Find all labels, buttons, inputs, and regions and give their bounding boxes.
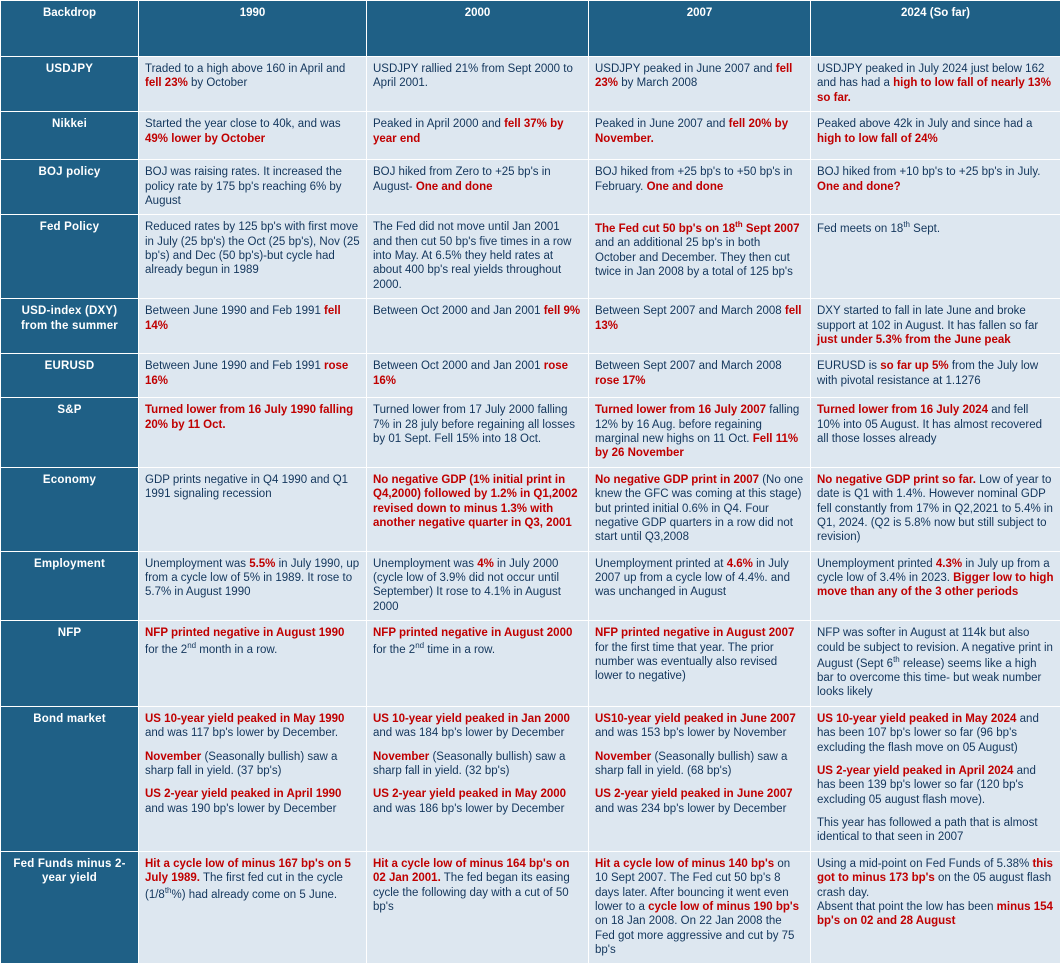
cell-r1-c0: Started the year close to 40k, and was 49% lower by October (139, 112, 367, 160)
row-header-eurusd: EURUSD (1, 354, 139, 398)
cell-r0-c0: Traded to a high above 160 in April and fell 23% by October (139, 57, 367, 112)
cell-r7-c3: No negative GDP print so far. Low of year to date is Q1 with 1.4%. However nominal GDP fell constantly from 17% in Q2,2021 to 5.4% in Q1, 2024. (Q2 is 5.8% now but still subject to revision) (811, 467, 1060, 551)
table-row (1, 215, 1060, 299)
table-row (1, 706, 1060, 851)
cell-r10-c3: US 10-year yield peaked in May 2024 and has been 107 bp's lower so far (96 bp's excluding the flash move on 05 August) US 2-year yield peaked in April 2024 and has been 139 bp's lower so far (120 bp's excluding 05 august flash move). This year has followed a path that is almost identical to that seen in 2007 (811, 706, 1060, 851)
row-header-nfp: NFP (1, 621, 139, 707)
row-header-fed-policy: Fed Policy (1, 215, 139, 299)
cell-r2-c1: BOJ hiked from Zero to +25 bp's in August- One and done (367, 160, 589, 215)
cell-r6-c1: Turned lower from 17 July 2000 falling 7% in 28 july before regaining all losses by 01 Sept. Fell 15% into 18 Oct. (367, 398, 589, 468)
column-header-2000: 2000 (367, 1, 589, 57)
table-row (1, 57, 1060, 112)
cell-r7-c1: No negative GDP (1% initial print in Q4,2000) followed by 1.2% in Q1,2002 revised down to minus 1.3% with another negative quarter in Q3, 2001 (367, 467, 589, 551)
table-row (1, 112, 1060, 160)
table-row (1, 467, 1060, 551)
cell-r1-c1: Peaked in April 2000 and fell 37% by year end (367, 112, 589, 160)
cell-r7-c2: No negative GDP print in 2007 (No one knew the GFC was coming at this stage) but printed initial 0.6% in Q4. Four negative GDP quarters in a row did not start until Q3,2008 (589, 467, 811, 551)
row-header-bond-market: Bond market (1, 706, 139, 851)
table-row (1, 621, 1060, 707)
cell-r2-c2: BOJ hiked from +25 bp's to +50 bp's in February. One and done (589, 160, 811, 215)
row-header-fed-funds-minus-2-year-yield: Fed Funds minus 2-year yield (1, 851, 139, 964)
cell-r9-c1: NFP printed negative in August 2000 for the 2nd time in a row. (367, 621, 589, 707)
cell-r4-c0: Between June 1990 and Feb 1991 fell 14% (139, 299, 367, 354)
table-body (1, 57, 1060, 964)
row-header-s-p: S&P (1, 398, 139, 468)
column-header-1990: 1990 (139, 1, 367, 57)
cell-r3-c1: The Fed did not move until Jan 2001 and then cut 50 bp's five times in a row into May. At 6.5% they held rates at about 400 bp's real yields throughout 2000. (367, 215, 589, 299)
cell-r0-c2: USDJPY peaked in June 2007 and fell 23% by March 2008 (589, 57, 811, 112)
cell-r10-c2: US10-year yield peaked in June 2007 and was 153 bp's lower by November November (Seasonally bullish) saw a sharp fall in yield. (68 bp's) US 2-year yield peaked in June 2007 and was 234 bp's lower by December (589, 706, 811, 851)
column-header-2007: 2007 (589, 1, 811, 57)
cell-r1-c2: Peaked in June 2007 and fell 20% by November. (589, 112, 811, 160)
table-row (1, 851, 1060, 964)
cell-r10-c0: US 10-year yield peaked in May 1990 and was 117 bp's lower by December. November (Seasonally bullish) saw a sharp fall in yield. (37 bp's) US 2-year yield peaked in April 1990 and was 190 bp's lower by December (139, 706, 367, 851)
cell-r0-c1: USDJPY rallied 21% from Sept 2000 to April 2001. (367, 57, 589, 112)
cell-r11-c3: Using a mid-point on Fed Funds of 5.38% this got to minus 173 bp's on the 05 august flash crash day. Absent that point the low has been minus 154 bp's on 02 and 28 August (811, 851, 1060, 964)
table-row (1, 160, 1060, 215)
row-header-usd-index-dxy-from-the-summer: USD-index (DXY) from the summer (1, 299, 139, 354)
cell-r5-c2: Between Sept 2007 and March 2008 rose 17% (589, 354, 811, 398)
cell-r8-c1: Unemployment was 4% in July 2000 (cycle low of 3.9% did not occur until September) It rose to 4.1% in August 2000 (367, 551, 589, 621)
table-row (1, 299, 1060, 354)
cell-r6-c2: Turned lower from 16 July 2007 falling 12% by 16 Aug. before regaining marginal new highs on 11 Oct. Fell 11% by 26 November (589, 398, 811, 468)
cell-r11-c0: Hit a cycle low of minus 167 bp's on 5 July 1989. The first fed cut in the cycle (1/8th%) had already come on 5 June. (139, 851, 367, 964)
row-header-economy: Economy (1, 467, 139, 551)
cell-r9-c2: NFP printed negative in August 2007 for the first time that year. The prior number was eventually also revised lower to negative) (589, 621, 811, 707)
cell-r4-c3: DXY started to fall in late June and broke support at 102 in August. It has fallen so far just under 5.3% from the June peak (811, 299, 1060, 354)
table-header-row (1, 1, 1060, 57)
cell-r5-c0: Between June 1990 and Feb 1991 rose 16% (139, 354, 367, 398)
cell-r8-c3: Unemployment printed 4.3% in July up from a cycle low of 3.4% in 2023. Bigger low to high move than any of the 3 other periods (811, 551, 1060, 621)
cell-r11-c1: Hit a cycle low of minus 164 bp's on 02 Jan 2001. The fed began its easing cycle the following day with a cut of 50 bp's (367, 851, 589, 964)
cell-r6-c3: Turned lower from 16 July 2024 and fell 10% into 05 August. It has almost recovered all those losses already (811, 398, 1060, 468)
cell-r9-c3: NFP was softer in August at 114k but also could be subject to revision. A negative print in August (Sept 6th release) seems like a high bar to overcome this time- but weak number looks likely (811, 621, 1060, 707)
cell-r4-c1: Between Oct 2000 and Jan 2001 fell 9% (367, 299, 589, 354)
cell-r10-c1: US 10-year yield peaked in Jan 2000 and was 184 bp's lower by December November (Seasonally bullish) saw a sharp fall in yield. (32 bp's) US 2-year yield peaked in May 2000 and was 186 bp's lower by December (367, 706, 589, 851)
column-header-backdrop: Backdrop (1, 1, 139, 57)
column-header-2024: 2024 (So far) (811, 1, 1060, 57)
cell-r0-c3: USDJPY peaked in July 2024 just below 162 and has had a high to low fall of nearly 13% so far. (811, 57, 1060, 112)
cell-r4-c2: Between Sept 2007 and March 2008 fell 13% (589, 299, 811, 354)
cell-r8-c0: Unemployment was 5.5% in July 1990, up from a cycle low of 5% in 1989. It rose to 5.7% in August 1990 (139, 551, 367, 621)
cell-r7-c0: GDP prints negative in Q4 1990 and Q1 1991 signaling recession (139, 467, 367, 551)
cell-r6-c0: Turned lower from 16 July 1990 falling 20% by 11 Oct. (139, 398, 367, 468)
cell-r2-c3: BOJ hiked from +10 bp's to +25 bp's in July. One and done? (811, 160, 1060, 215)
table-row (1, 354, 1060, 398)
row-header-nikkei: Nikkei (1, 112, 139, 160)
cell-r3-c2: The Fed cut 50 bp's on 18th Sept 2007 and an additional 25 bp's in both October and December. They then cut twice in Jan 2008 by a total of 125 bp's (589, 215, 811, 299)
cell-r3-c0: Reduced rates by 125 bp's with first move in July (25 bp's) the Oct (25 bp's), Nov (25 bp's) and Dec (50 bp's)-but cycle had already begun in 1989 (139, 215, 367, 299)
cell-r9-c0: NFP printed negative in August 1990 for the 2nd month in a row. (139, 621, 367, 707)
cell-r3-c3: Fed meets on 18th Sept. (811, 215, 1060, 299)
row-header-employment: Employment (1, 551, 139, 621)
row-header-usdjpy: USDJPY (1, 57, 139, 112)
cell-r11-c2: Hit a cycle low of minus 140 bp's on 10 Sept 2007. The Fed cut 50 bp's 8 days later. After bouncing it went even lower to a cycle low of minus 190 bp's on 18 Jan 2008. On 22 Jan 2008 the Fed got more aggressive and cut by 75 bp's (589, 851, 811, 964)
cell-r8-c2: Unemployment printed at 4.6% in July 2007 up from a cycle low of 4.4%. and was unchanged in August (589, 551, 811, 621)
table-row (1, 551, 1060, 621)
cell-r1-c3: Peaked above 42k in July and since had a high to low fall of 24% (811, 112, 1060, 160)
table-row (1, 398, 1060, 468)
cell-r5-c1: Between Oct 2000 and Jan 2001 rose 16% (367, 354, 589, 398)
cell-r2-c0: BOJ was raising rates. It increased the policy rate by 175 bp's reaching 6% by August (139, 160, 367, 215)
row-header-boj-policy: BOJ policy (1, 160, 139, 215)
cell-r5-c3: EURUSD is so far up 5% from the July low with pivotal resistance at 1.1276 (811, 354, 1060, 398)
